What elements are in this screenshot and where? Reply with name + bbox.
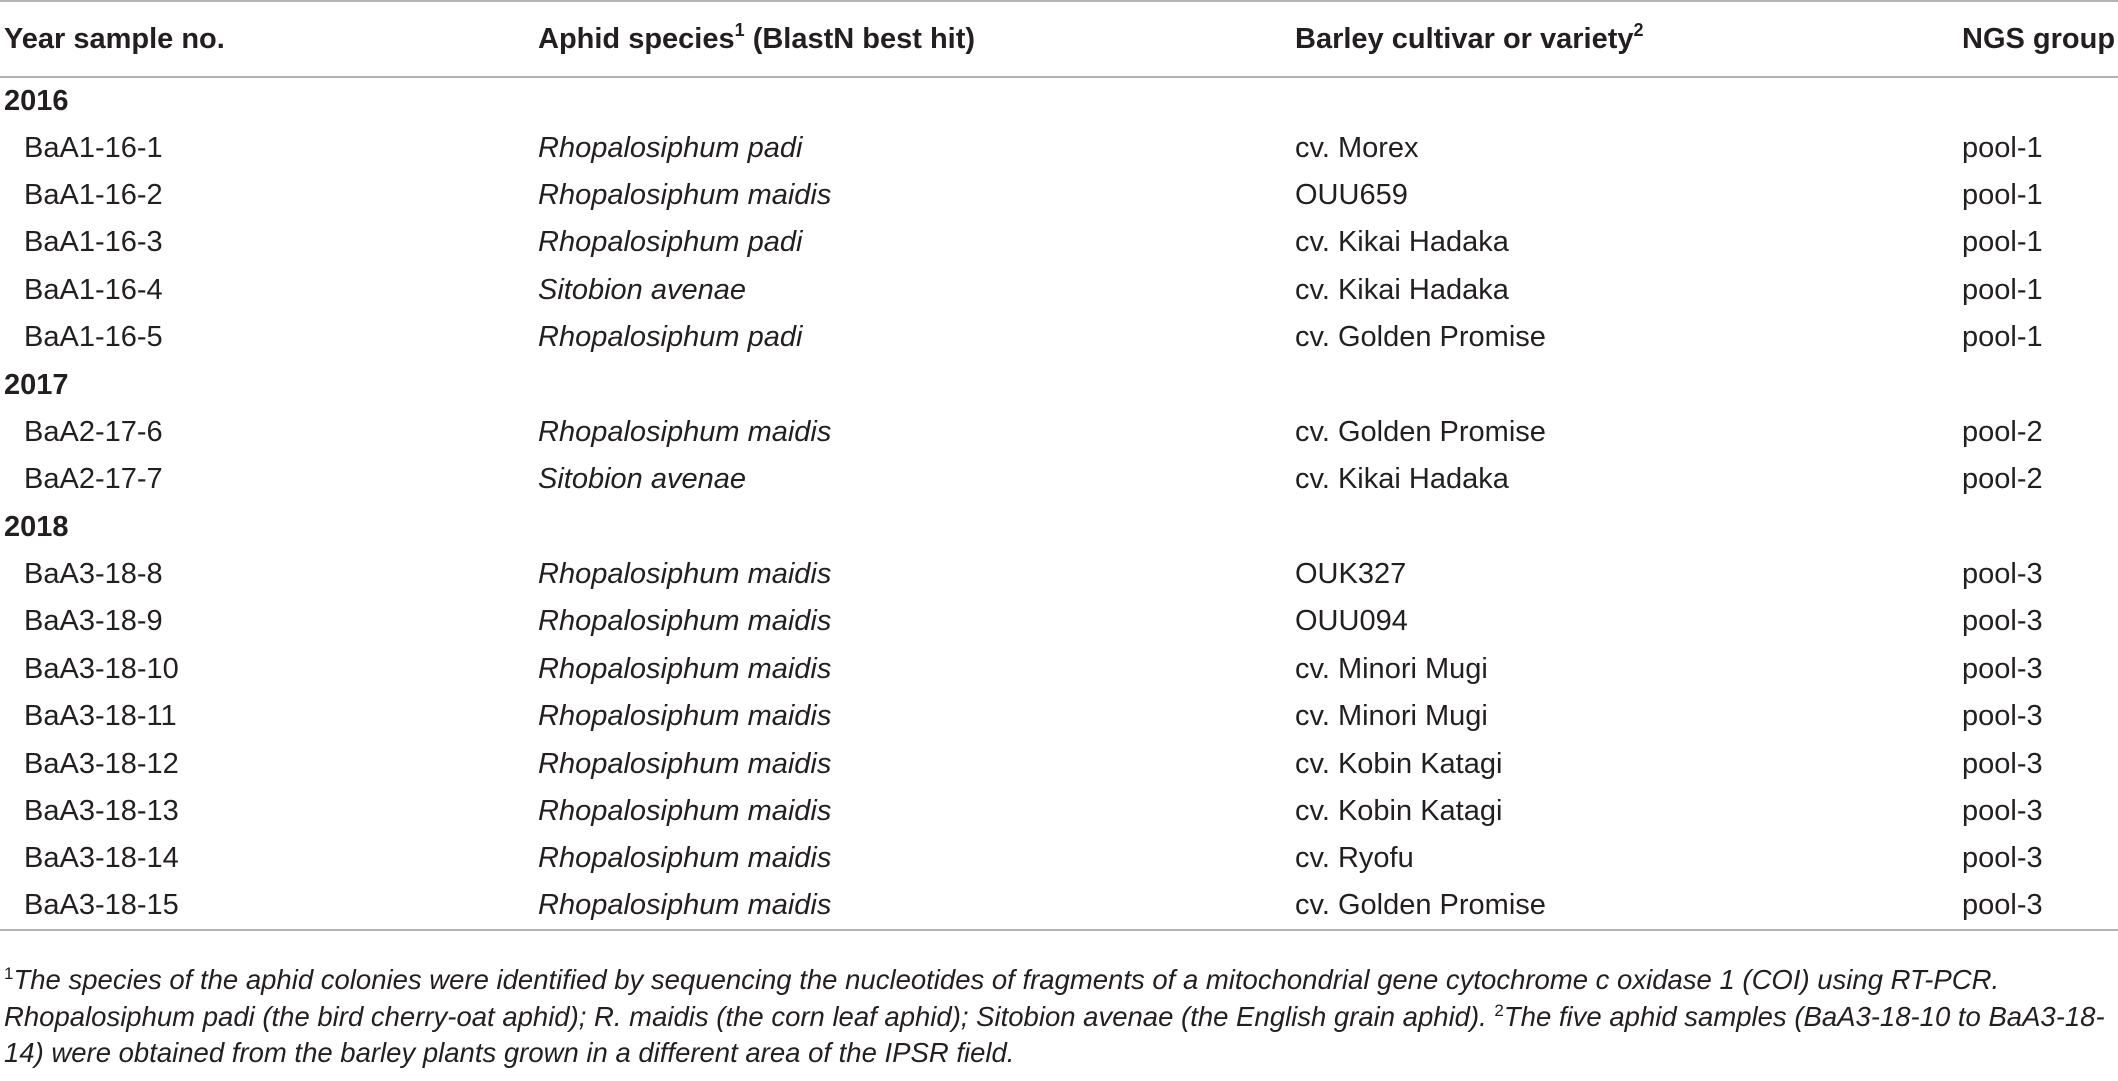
table-row bbox=[0, 409, 2118, 456]
aphid-species-cell: Rhopalosiphum maidis bbox=[538, 178, 832, 211]
year-row bbox=[0, 77, 2118, 124]
sample-id-cell: BaA1-16-4 bbox=[24, 273, 163, 306]
sample-id-cell: BaA3-18-12 bbox=[24, 747, 179, 780]
header-barley-cultivar-label: Barley cultivar or variety bbox=[1295, 22, 1634, 55]
barley-cultivar-cell: OUU094 bbox=[1295, 605, 1408, 638]
sample-id-cell: BaA1-16-1 bbox=[24, 131, 163, 164]
year-row bbox=[0, 504, 2118, 551]
footnote-text-2: The five aphid samples (BaA3-18-10 to BaA3-18-14) were obtained from the barley plants grown in a different area of the IPSR field. bbox=[4, 1000, 2105, 1068]
sample-id-cell: BaA2-17-6 bbox=[24, 415, 163, 448]
sample-id-cell: BaA3-18-8 bbox=[24, 558, 163, 591]
ngs-group-cell: pool-2 bbox=[1962, 463, 2043, 496]
aphid-species-cell: Rhopalosiphum maidis bbox=[538, 700, 832, 733]
aphid-species-cell: Rhopalosiphum maidis bbox=[538, 558, 832, 591]
barley-cultivar-cell: cv. Kobin Katagi bbox=[1295, 795, 1503, 828]
table-row bbox=[0, 456, 2118, 503]
header-aphid-species bbox=[538, 1, 1295, 77]
table-row bbox=[0, 693, 2118, 740]
table-row bbox=[0, 788, 2118, 835]
sample-id-cell: BaA1-16-2 bbox=[24, 178, 163, 211]
sample-id-cell: BaA1-16-3 bbox=[24, 226, 163, 259]
table-header bbox=[0, 1, 2118, 77]
sample-id-cell: BaA1-16-5 bbox=[24, 321, 163, 354]
ngs-group-cell: pool-3 bbox=[1962, 700, 2043, 733]
header-ngs-group bbox=[1962, 1, 2118, 77]
table-row bbox=[0, 551, 2118, 598]
barley-cultivar-cell: cv. Ryofu bbox=[1295, 842, 1414, 875]
ngs-group-cell: pool-3 bbox=[1962, 883, 2118, 930]
sample-id-cell: BaA3-18-9 bbox=[24, 605, 163, 638]
ngs-group-cell: pool-1 bbox=[1962, 178, 2043, 211]
aphid-species-cell: Rhopalosiphum maidis bbox=[538, 842, 832, 875]
ngs-group-cell: pool-3 bbox=[1962, 747, 2043, 780]
barley-cultivar-cell: cv. Kobin Katagi bbox=[1295, 747, 1503, 780]
ngs-group-cell: pool-1 bbox=[1962, 226, 2043, 259]
table-row bbox=[0, 219, 2118, 266]
header-row bbox=[0, 1, 2118, 77]
sample-id-cell: BaA3-18-11 bbox=[24, 700, 177, 733]
barley-cultivar-cell: OUU659 bbox=[1295, 178, 1408, 211]
aphid-species-cell: Rhopalosiphum maidis bbox=[538, 652, 832, 685]
header-aphid-species-label: Aphid species bbox=[538, 22, 735, 55]
table-row bbox=[0, 267, 2118, 314]
header-year-sample-label: Year sample no. bbox=[4, 22, 225, 55]
ngs-group-cell: pool-1 bbox=[1962, 131, 2043, 164]
table-row bbox=[0, 740, 2118, 787]
ngs-group-cell: pool-2 bbox=[1962, 415, 2043, 448]
barley-cultivar-cell: cv. Kikai Hadaka bbox=[1295, 273, 1509, 306]
sample-id-cell: BaA3-18-14 bbox=[24, 842, 179, 875]
ngs-group-cell: pool-1 bbox=[1962, 321, 2043, 354]
barley-cultivar-cell: cv. Kikai Hadaka bbox=[1295, 463, 1509, 496]
table-footnote bbox=[4, 962, 2112, 1072]
aphid-species-cell: Rhopalosiphum maidis bbox=[538, 605, 832, 638]
barley-cultivar-cell: OUK327 bbox=[1295, 558, 1407, 591]
aphid-species-cell: Rhopalosiphum maidis bbox=[538, 883, 1295, 930]
header-year-sample bbox=[0, 1, 538, 77]
sample-id-cell: BaA3-18-15 bbox=[0, 883, 538, 930]
ngs-group-cell: pool-3 bbox=[1962, 605, 2043, 638]
year-label: 2018 bbox=[4, 510, 69, 543]
ngs-group-cell: pool-1 bbox=[1962, 273, 2043, 306]
ngs-group-cell: pool-3 bbox=[1962, 652, 2043, 685]
barley-cultivar-cell: cv. Minori Mugi bbox=[1295, 652, 1488, 685]
aphid-species-cell: Rhopalosiphum maidis bbox=[538, 747, 832, 780]
table-row bbox=[0, 124, 2118, 171]
ngs-group-cell: pool-3 bbox=[1962, 558, 2043, 591]
sample-id-cell: BaA2-17-7 bbox=[24, 463, 163, 496]
aphid-species-cell: Rhopalosiphum padi bbox=[538, 131, 803, 164]
header-aphid-species-suffix: (BlastN best hit) bbox=[744, 22, 976, 55]
header-barley-cultivar bbox=[1295, 1, 1962, 77]
ngs-group-cell: pool-3 bbox=[1962, 842, 2043, 875]
footnote-marker-2: 2 bbox=[1633, 19, 1644, 40]
table-row bbox=[0, 883, 2118, 930]
sample-id-cell: BaA3-18-10 bbox=[24, 652, 179, 685]
aphid-species-cell: Rhopalosiphum maidis bbox=[538, 795, 832, 828]
barley-cultivar-cell: cv. Golden Promise bbox=[1295, 321, 1546, 354]
footnote-sup-1: 1 bbox=[4, 964, 14, 983]
year-row bbox=[0, 361, 2118, 408]
barley-cultivar-cell: cv. Golden Promise bbox=[1295, 415, 1546, 448]
barley-cultivar-cell: cv. Minori Mugi bbox=[1295, 700, 1488, 733]
aphid-species-cell: Rhopalosiphum padi bbox=[538, 321, 803, 354]
aphid-species-cell: Sitobion avenae bbox=[538, 463, 746, 496]
table-row bbox=[0, 598, 2118, 645]
sample-id-cell: BaA3-18-13 bbox=[24, 795, 179, 828]
footnote-marker-1: 1 bbox=[734, 19, 745, 40]
barley-cultivar-cell: cv. Kikai Hadaka bbox=[1295, 226, 1509, 259]
year-label: 2016 bbox=[4, 84, 69, 117]
footnote-text-1: The species of the aphid colonies were identified by sequencing the nucleotides of fragments of a mitochondrial gene cytochrome c oxidase 1 (COI) using RT-PCR. Rhopalosiphum padi (the bird cherry-oat aphid); R. maidis (the corn leaf aphid); Sitobion avenae (the English grain aphid). bbox=[4, 964, 2000, 1032]
footnote-sup-2: 2 bbox=[1494, 1000, 1504, 1020]
table-row bbox=[0, 172, 2118, 219]
table-row bbox=[0, 835, 2118, 882]
aphid-species-cell: Rhopalosiphum maidis bbox=[538, 415, 832, 448]
barley-cultivar-cell: cv. Morex bbox=[1295, 131, 1419, 164]
table-row bbox=[0, 314, 2118, 361]
aphid-species-cell: Rhopalosiphum padi bbox=[538, 226, 803, 259]
table-row bbox=[0, 646, 2118, 693]
year-label: 2017 bbox=[4, 368, 69, 401]
table-body bbox=[0, 77, 2118, 930]
header-ngs-group-label: NGS group bbox=[1962, 22, 2116, 55]
barley-cultivar-cell: cv. Golden Promise bbox=[1295, 883, 1962, 930]
aphid-species-cell: Sitobion avenae bbox=[538, 273, 746, 306]
ngs-group-cell: pool-3 bbox=[1962, 795, 2043, 828]
